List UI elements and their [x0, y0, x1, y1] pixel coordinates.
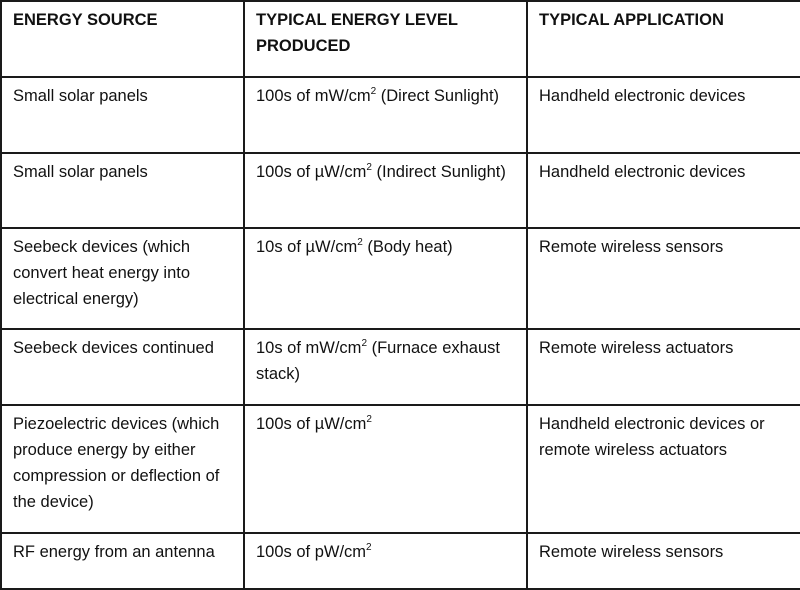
table-row	[1, 77, 800, 153]
unit-exponent: 2	[366, 414, 372, 425]
energy-source-cell: RF energy from an antenna	[1, 533, 244, 589]
application-cell: Remote wireless sensors	[527, 228, 800, 329]
unit-exponent: 2	[366, 162, 372, 173]
energy-level-note: (Indirect Sunlight)	[371, 163, 506, 181]
energy-level-cell	[244, 329, 527, 405]
energy-level-value: 10s of µW/cm	[256, 238, 358, 256]
energy-source-cell: Piezoelectric devices (which produce energy by either compression or deflection of the device)	[1, 405, 244, 533]
header-application: TYPICAL APPLICATION	[527, 1, 800, 77]
energy-level-cell	[244, 533, 527, 589]
application-cell: Remote wireless actuators	[527, 329, 800, 405]
table-row	[1, 228, 800, 329]
energy-source-cell: Seebeck devices (which convert heat energy into electrical energy)	[1, 228, 244, 329]
header-energy-source: ENERGY SOURCE	[1, 1, 244, 77]
energy-level-value: 100s of µW/cm	[256, 163, 367, 181]
energy-source-cell: Seebeck devices continued	[1, 329, 244, 405]
energy-level-value: 10s of mW/cm	[256, 339, 362, 357]
energy-level-value: 100s of µW/cm	[256, 415, 367, 433]
header-energy-level: TYPICAL ENERGY LEVEL PRODUCED	[244, 1, 527, 77]
unit-exponent: 2	[370, 86, 377, 97]
unit-exponent: 2	[366, 542, 372, 553]
table-row	[1, 405, 800, 533]
energy-level-value: 100s of mW/cm	[256, 87, 371, 105]
application-cell: Remote wireless sensors	[527, 533, 800, 589]
energy-level-note: (Body heat)	[362, 238, 453, 256]
energy-level-cell	[244, 153, 527, 228]
table-row	[1, 329, 800, 405]
unit-exponent: 2	[357, 237, 363, 248]
energy-level-note: (Direct Sunlight)	[376, 87, 500, 105]
energy-level-cell	[244, 228, 527, 329]
energy-level-cell	[244, 77, 527, 153]
energy-level-cell	[244, 405, 527, 533]
application-cell: Handheld electronic devices	[527, 153, 800, 228]
energy-level-value: 100s of pW/cm	[256, 543, 367, 561]
table-row	[1, 533, 800, 589]
header-row	[1, 1, 800, 77]
energy-source-cell: Small solar panels	[1, 77, 244, 153]
energy-source-cell: Small solar panels	[1, 153, 244, 228]
unit-exponent: 2	[361, 338, 367, 349]
table-row	[1, 153, 800, 228]
energy-level-note: (Furnace exhaust stack)	[256, 339, 500, 383]
application-cell: Handheld electronic devices or remote wireless actuators	[527, 405, 800, 533]
application-cell: Handheld electronic devices	[527, 77, 800, 153]
